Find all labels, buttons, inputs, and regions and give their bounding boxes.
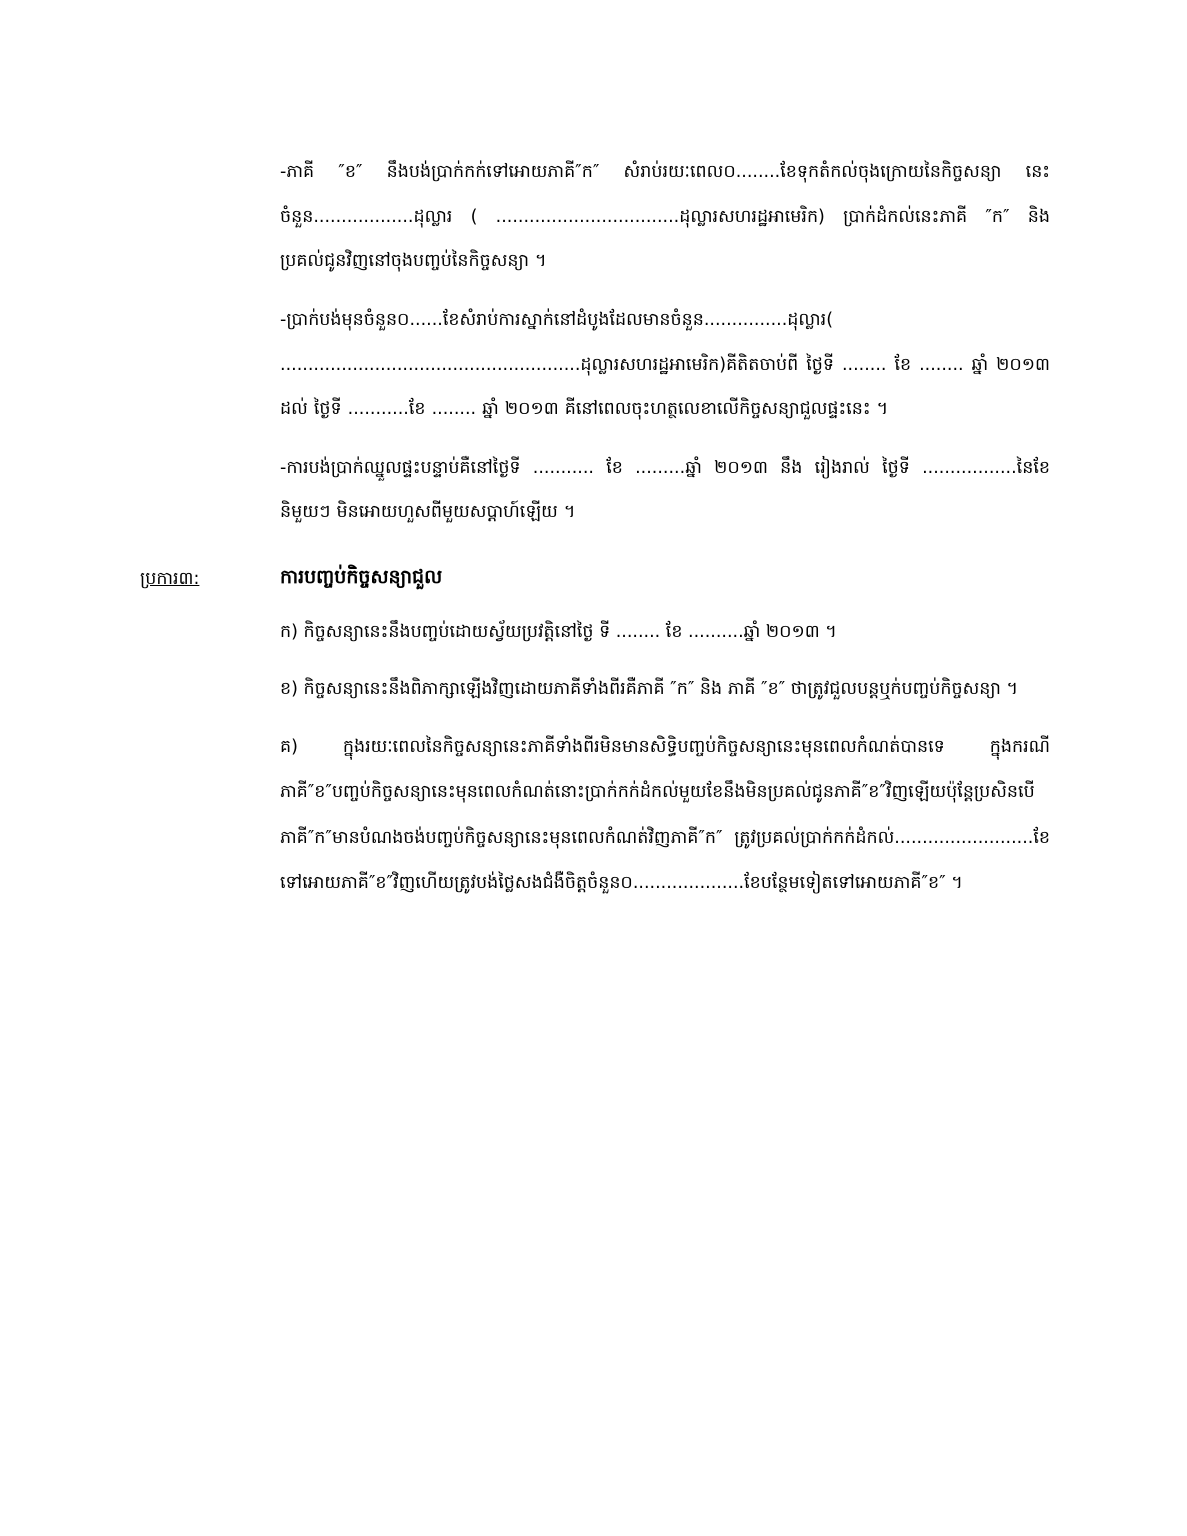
paragraph-deposit: -ភាគី ″ខ″ នឹងបង់ប្រាក់កក់ទៅអោយភាគី″ក″ សំរាប់រយៈពេល០........ខែទុកតំកល់ចុងក្រោយនៃកិច្ចសន្យា នេះចំនួន..................ដុល្លារ ( .................................ដុល្លារសហរដ្ឋអាមេរិក) ប្រាក់ដំកល់នេះភាគី ″ក″ និងប្រគល់ជូនវិញនៅចុងបញ្ចប់នៃកិច្ចសន្យា ។ bbox=[280, 162, 1050, 272]
paragraph-next-rent-payment: -ការបង់ប្រាក់ឈ្នួលផ្ទះបន្ទាប់គឺនៅថ្ងៃទី ........... ខែ .........ឆ្នាំ ២០១៣ នឹង រៀងរាល់ ថ្ងៃទី .................នៃខែនិមួយៗ មិនអោយហួសពីមួយសប្តាហ៍ឡើយ ។ bbox=[280, 457, 1050, 523]
section-number-label: ប្រការ៣: bbox=[140, 569, 200, 589]
section-title: ការបញ្ចប់កិច្ចសន្យាជួល bbox=[280, 566, 443, 588]
section-heading-row bbox=[140, 565, 1047, 593]
clause-ko: គ) ក្នុងរយៈពេលនៃកិច្ចសន្យានេះភាគីទាំងពីរមិនមានសិទ្ធិបញ្ចប់កិច្ចសន្យានេះមុនពេលកំណត់បានទេ ក្នុងករណីភាគី″ខ″បញ្ចប់កិច្ចសន្យានេះមុនពេលកំណត់នោះប្រាក់កក់ដំកល់មួយខែនឹងមិនប្រគល់ជូនភាគី″ខ″វិញឡើយប៉ុន្តែប្រសិនបើភាគី″ក″មានបំណងចង់បញ្ចប់កិច្ចសន្យានេះមុនពេលកំណត់វិញភាគី″ក″ ត្រូវប្រគល់ប្រាក់កក់ដំកល់.........................ខែទៅអោយភាគី″ខ″វិញហើយត្រូវបង់ថ្លៃសងជំងឺចិត្តចំនួន០....................ខែបន្ថែមទៀតទៅអោយភាគី″ខ″ ។ bbox=[280, 736, 1050, 894]
paragraph-advance-payment: -ប្រាក់បង់មុនចំនួន០......ខែសំរាប់ការស្នាក់នៅដំបូងដែលមានចំនួន...............ដុល្លារ( ......................................................ដុល្លារសហរដ្ឋអាមេរិក)គីតិតចាប់ពី ថ្ងៃទី ........ ខែ ........ ឆ្នាំ ២០១៣ ដល់ ថ្ងៃទី ...........ខែ ........ ឆ្នាំ ២០១៣ គីនៅពេលចុះហត្ថលេខាលើកិច្ចសន្យាជួលផ្ទះនេះ ។ bbox=[280, 309, 1050, 420]
document-body bbox=[280, 150, 1050, 535]
clause-ka: ក) កិច្ចសន្យានេះនឹងបញ្ចប់ដោយស្វ័យប្រវត្តិនៅថ្ងៃ ទី ........ ខែ ..........ឆ្នាំ ២០១៣ ។ bbox=[280, 622, 837, 642]
document-clauses bbox=[280, 611, 1050, 907]
clause-kha: ខ) កិច្ចសន្យានេះនឹងពិភាក្សាឡើងវិញដោយភាគីទាំងពីរគឺភាគី ″ក″ និង ភាគី ″ខ″ ថាត្រូវជួលបន្តឬក់បញ្ចប់កិច្ចសន្យា ។ bbox=[280, 678, 1018, 699]
